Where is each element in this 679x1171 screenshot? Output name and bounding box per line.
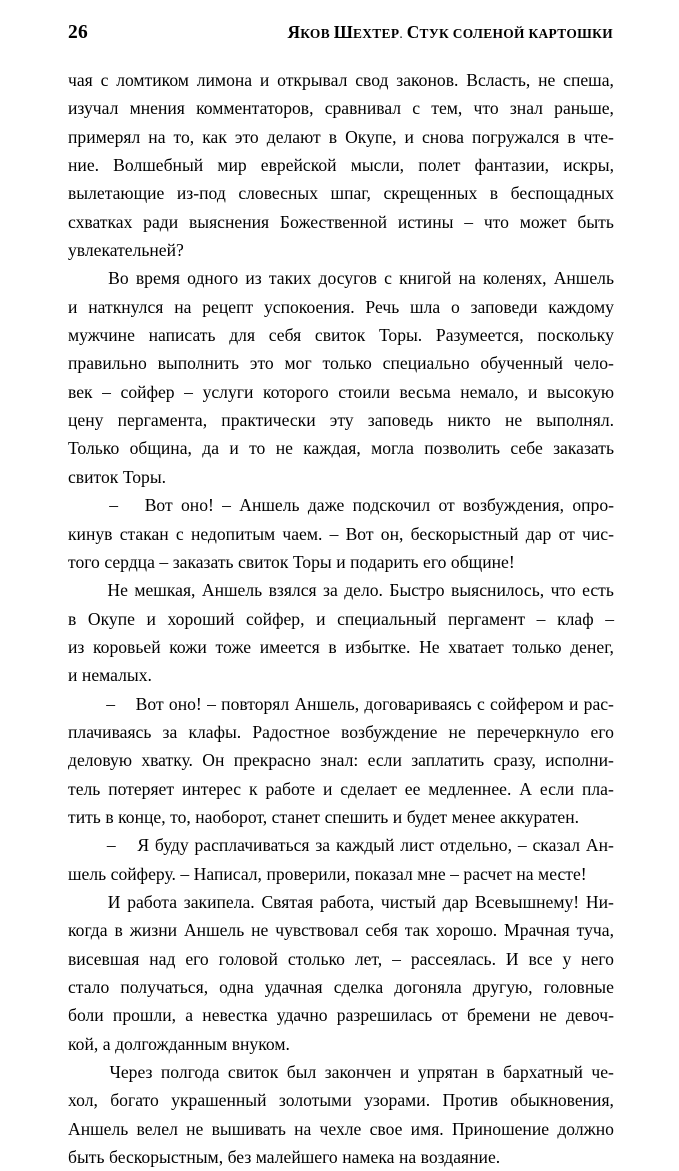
paragraph-indent <box>68 831 101 859</box>
text-line: из коровьей кожи тоже имеется в избытке. Не хватает только денег, <box>68 636 614 657</box>
text-line: – Вот оно! – повторял Аншель, договариваясь с сойфером и рас- <box>68 690 614 718</box>
paragraph-indent <box>68 888 101 916</box>
text-line: того сердца – заказать свиток Торы и подарить его общине! <box>68 551 515 572</box>
running-head-separator: . <box>399 26 407 41</box>
running-head-author-last: ШЕХТЕР <box>333 22 400 42</box>
running-head <box>68 22 613 48</box>
paragraph-indent <box>68 491 101 519</box>
text-line: ние. Волшебный мир еврейской мысли, полет фантазии, искры, <box>68 155 614 176</box>
paragraph <box>68 491 614 576</box>
paragraph <box>68 888 614 1058</box>
text-line: и наткнулся на рецепт успокоения. Речь шла о заповеди каждому <box>68 296 614 317</box>
text-line: кинув стакан с недопитым чаем. – Вот он, бескорыстный дар от чис- <box>68 523 614 544</box>
text-line: вылетающие из-под словесных шпаг, скрещенных в беспощадных <box>68 183 614 204</box>
paragraph-indent <box>68 690 101 718</box>
text-line: – Вот оно! – Аншель даже подскочил от возбуждения, опро- <box>68 491 614 519</box>
text-line: изучал мнения комментаторов, сравнивал с тем, что знал раньше, <box>68 98 614 119</box>
text-line: стало получаться, одна удачная сделка догоняла другую, головные <box>68 977 614 997</box>
paragraph <box>68 66 614 264</box>
text-line: висевшая над его головой столько лет, – рассеялась. И все у него <box>68 948 614 969</box>
text-line: деловую хватку. Он прекрасно знал: если заплатить сразу, исполни- <box>68 750 614 771</box>
text-line: боли прошли, а невестка удачно разрешилась от бремени не девоч- <box>68 1005 614 1026</box>
running-head-author-first: ЯКОВ <box>287 22 330 42</box>
paragraph <box>68 264 614 491</box>
paragraph-indent <box>68 576 101 604</box>
text-line: примерял на то, как это делают в Окупе, и снова погружался в чте- <box>68 126 614 147</box>
text-line: и немалых. <box>68 665 152 686</box>
text-line: увлекательней? <box>68 240 184 261</box>
text-line: тить в конце, то, наоборот, станет спешить и будет менее аккуратен. <box>68 806 580 827</box>
paragraph <box>68 831 614 888</box>
paragraph <box>68 1058 614 1171</box>
text-line: век – сойфер – услуги которого стоили весьма немало, и высокую <box>68 381 614 402</box>
text-line: шель сойферу. – Написал, проверили, показал мне – расчет на месте! <box>68 863 587 884</box>
text-line: плачиваясь за клафы. Радостное возбуждение не перечеркнуло его <box>68 721 614 742</box>
text-line: цену пергамента, практически эту заповедь никто не выполнял. <box>68 410 614 431</box>
text-line: тель потеряет интерес к работе и сделает ее медленнее. А если пла- <box>68 778 614 799</box>
text-line: – Я буду расплачиваться за каждый лист отдельно, – сказал Ан- <box>68 831 614 859</box>
paragraph-indent <box>68 1058 101 1086</box>
text-line: И работа закипела. Святая работа, чистый дар Всевышнему! Ни- <box>68 888 614 916</box>
text-line: Не мешкая, Аншель взялся за дело. Быстро выяснилось, что есть <box>68 576 614 604</box>
text-line: Аншель велел не вышивать на чехле свое имя. Приношение должно <box>68 1118 614 1139</box>
text-line: в Окупе и хороший сойфер, и специальный пергамент – клаф – <box>68 608 614 629</box>
paragraph-indent <box>68 264 101 292</box>
text-line: быть бескорыстным, без малейшего намека на воздаяние. <box>68 1147 501 1168</box>
text-line: кой, а долгожданным внуком. <box>68 1033 290 1054</box>
text-line: когда в жизни Аншель не чувствовал себя так хорошо. Мрачная туча, <box>68 920 614 941</box>
text-line: Только община, да и то не каждая, могла позволить себе заказать <box>68 438 614 459</box>
text-line: мужчине написать для себя свиток Торы. Разумеется, поскольку <box>68 325 614 346</box>
dialogue-dash-gap <box>121 831 131 859</box>
page-number: 26 <box>68 22 88 43</box>
paragraph <box>68 690 614 832</box>
dialogue-dash-gap <box>120 690 130 718</box>
running-head-book-title: СТУК СОЛЕНОЙ КАРТОШКИ <box>406 22 613 42</box>
paragraph <box>68 576 614 689</box>
text-line: свиток Торы. <box>68 466 167 487</box>
text-line: чая с ломтиком лимона и открывал свод законов. Всласть, не спеша, <box>68 70 614 90</box>
running-head-title <box>287 22 613 43</box>
text-line: Во время одного из таких досугов с книгой на коленях, Аншель <box>68 264 614 292</box>
body-text <box>68 66 614 1171</box>
text-line: правильно выполнить это мог только специально обученный чело- <box>68 353 614 374</box>
dialogue-dash-gap <box>126 491 136 519</box>
text-line: хол, богато украшенный золотыми узорами. Против обыкновения, <box>68 1090 614 1111</box>
text-line: схватках ради выяснения Божественной истины – что может быть <box>68 211 614 232</box>
text-line: Через полгода свиток был закончен и упрятан в бархатный че- <box>68 1058 614 1086</box>
